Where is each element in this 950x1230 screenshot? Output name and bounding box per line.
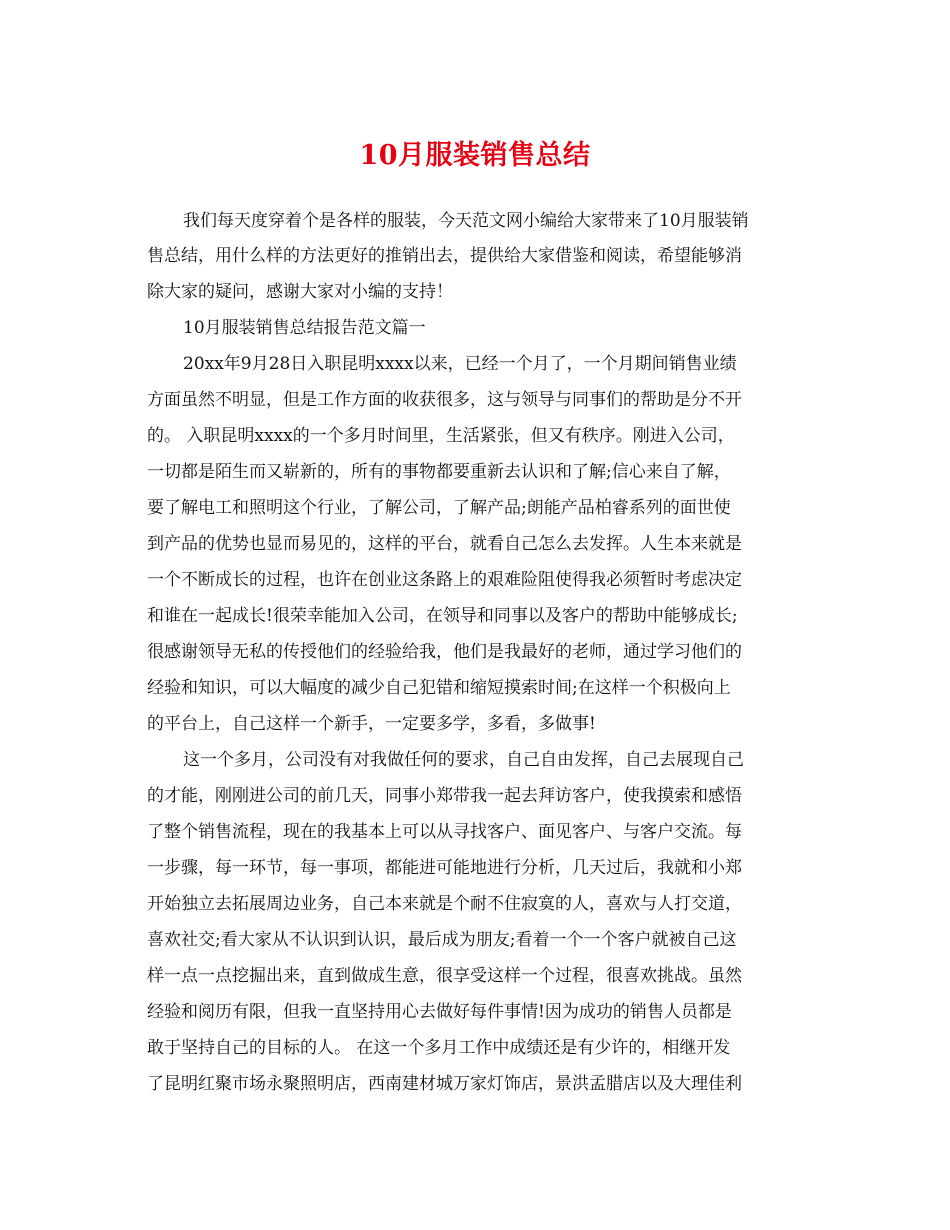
- body-line: 开始独立去拓展周边业务，自己本来就是个耐不住寂寞的人，喜欢与人打交道，: [147, 894, 742, 914]
- body-line: 的平台上，自己这样一个新手，一定要多学，多看，多做事!: [147, 714, 596, 734]
- section-heading: 10月服装销售总结报告范文篇一: [183, 318, 426, 338]
- body-line: 了整个销售流程，现在的我基本上可以从寻找客户、面见客户、与客户交流。每: [147, 822, 742, 842]
- body-line: 很感谢领导无私的传授他们的经验给我，他们是我最好的老师，通过学习他们的: [147, 642, 742, 662]
- body-line: 售总结，用什么样的方法更好的推销出去，提供给大家借鉴和阅读，希望能够消: [147, 246, 742, 266]
- body-line: 我们每天度穿着个是各样的服装，今天范文网小编给大家带来了10月服装销: [183, 211, 749, 231]
- document-title: 10月服装销售总结: [359, 140, 591, 171]
- body-line: 20xx年9月28日入职昆明xxxx以来，已经一个月了，一个月期间销售业绩: [183, 354, 737, 374]
- body-line: 一切都是陌生而又崭新的，所有的事物都要重新去认识和了解;信心来自了解，: [147, 462, 731, 482]
- body-line: 的。 入职昆明xxxx的一个多月时间里，生活紧张，但又有秩序。刚进入公司，: [147, 426, 735, 446]
- body-line: 这一个多月，公司没有对我做任何的要求，自己自由发挥，自己去展现自己: [183, 750, 744, 770]
- body-line: 经验和知识，可以大幅度的减少自己犯错和缩短摸索时间;在这样一个积极向上: [147, 678, 731, 698]
- body-line: 和谁在一起成长!很荣幸能加入公司，在领导和同事以及客户的帮助中能够成长;: [147, 606, 738, 626]
- body-line: 一个不断成长的过程，也许在创业这条路上的艰难险阻使得我必须暂时考虑决定: [147, 570, 742, 590]
- body-line: 要了解电工和照明这个行业，了解公司，了解产品;朗能产品柏睿系列的面世使: [147, 498, 731, 518]
- body-line: 经验和阅历有限，但我一直坚持用心去做好每件事情!因为成功的销售人员都是: [147, 1002, 732, 1022]
- body-line: 的才能，刚刚进公司的前几天，同事小郑带我一起去拜访客户，使我摸索和感悟: [147, 786, 742, 806]
- body-line: 除大家的疑问，感谢大家对小编的支持！: [147, 282, 453, 302]
- body-line: 方面虽然不明显，但是工作方面的收获很多，这与领导与同事们的帮助是分不开: [147, 390, 742, 410]
- body-line: 一步骤，每一环节，每一事项，都能进可能地进行分析，几天过后，我就和小郑: [147, 858, 742, 878]
- body-line: 喜欢社交;看大家从不认识到认识，最后成为朋友;看着一个一个客户就被自己这: [147, 930, 737, 950]
- body-line: 敢于坚持自己的目标的人。 在这一个多月工作中成绩还是有少许的，相继开发: [147, 1038, 731, 1058]
- body-line: 样一点一点挖掘出来，直到做成生意，很享受这样一个过程，很喜欢挑战。虽然: [147, 966, 742, 986]
- body-line: 到产品的优势也显而易见的，这样的平台，就看自己怎么去发挥。人生本来就是: [147, 534, 742, 554]
- body-line: 了昆明红聚市场永聚照明店，西南建材城万家灯饰店，景洪孟腊店以及大理佳利: [147, 1074, 742, 1094]
